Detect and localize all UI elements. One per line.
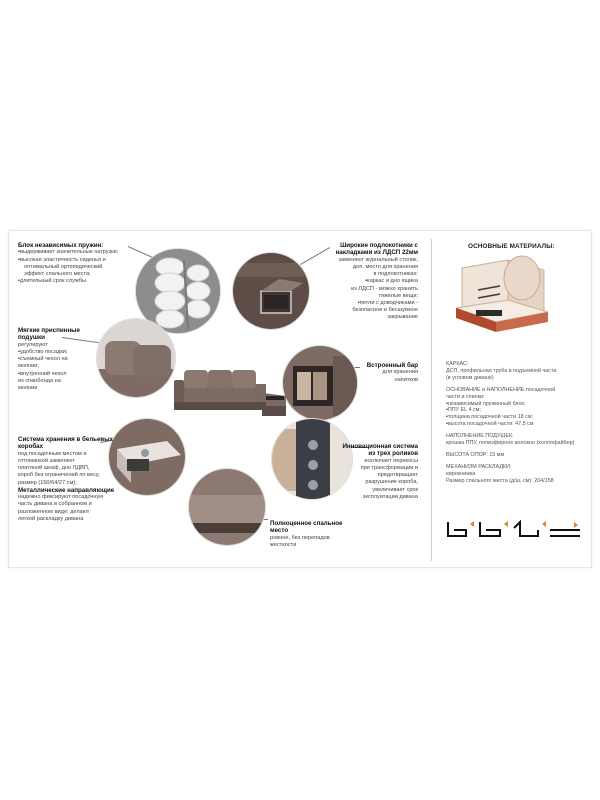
cushions-line: • удобство посадки; xyxy=(18,349,98,356)
frame-line: (в угловом диване) xyxy=(446,374,494,381)
pillows-label: НАПОЛНЕНИЕ ПОДУШЕК: xyxy=(446,433,514,440)
armrest-photo xyxy=(232,252,310,330)
armrest-line: • каркас и дно ящика xyxy=(318,278,418,285)
storage-line: размер (150/64/27 см); xyxy=(18,479,77,486)
materials-title: ОСНОВНЫЕ МАТЕРИАЛЫ: xyxy=(468,243,555,250)
pillows-line: крошка ППУ, полиэфирное волокно (холлофайбер) xyxy=(446,440,575,447)
springs-title: Блок независимых пружин: xyxy=(18,242,104,249)
storage-title: Система хранения в бельевых коробах xyxy=(18,436,113,451)
sleeping-text xyxy=(270,520,354,549)
springs-bullet: • высокая эластичность сиденья и xyxy=(18,257,136,264)
armrest-line: • петли с доводчиками - xyxy=(318,300,418,307)
base-label: ОСНОВАНИЕ и НАПОЛНЕНИЕ посадочной xyxy=(446,386,556,393)
bar-title: Встроенный бар xyxy=(366,362,418,369)
legs-label: ВЫСОТА ОПОР: 15 мм xyxy=(446,451,505,458)
cushions-line: регулируют xyxy=(18,341,48,348)
storage-line: короб без ограничений по весу, xyxy=(18,472,100,479)
springs-bullet: • выдерживает значительные нагрузки; xyxy=(18,249,136,256)
rollers-title: Инновационная система из трех роликов xyxy=(342,443,418,458)
base-bullet: • высота посадочной части: 47,5 см xyxy=(446,421,586,428)
guides-line: разложенном виде; делают xyxy=(18,508,90,515)
springs-line: эффект спального места; xyxy=(24,271,91,278)
base-bullet: • ППУ EL 4 см; xyxy=(446,407,586,414)
cushions-line: из спанбонда на xyxy=(18,377,61,384)
cushions-line: молнии xyxy=(18,385,38,392)
frame-line: ДСП, профильная труба в подъемной части xyxy=(446,367,557,374)
armrest-line: заменяют журнальный столик, xyxy=(338,256,418,263)
armrest-title: Широкие подлокотники с накладками из ЛДСП 22мм xyxy=(335,242,418,257)
armrest-line: безопасное и бесшумное xyxy=(352,307,418,314)
rollers-text xyxy=(340,443,418,501)
rollers-line: эксплуатации дивана xyxy=(362,493,418,500)
guides-title: Металлические направляющие xyxy=(18,486,115,494)
guides-line: легкой раскладку дивана xyxy=(18,515,84,522)
sleeping-photo xyxy=(188,468,266,546)
storage-line: платяной шкаф, дно ЛДВП, xyxy=(18,465,90,472)
rollers-line: разрушение короба, xyxy=(365,479,418,486)
sleeping-line: жесткости xyxy=(270,542,297,549)
bar-line: для хранения xyxy=(382,369,418,376)
materials-text xyxy=(446,361,586,485)
storage-line: оттоманкой заменяют xyxy=(18,458,75,465)
rollers-line: увеличивает срок xyxy=(372,486,418,493)
armrest-line: доп. место для хранения xyxy=(352,264,418,271)
mechanism-line: еврокнижка xyxy=(446,470,476,477)
base-bullet: • независимый пружинный блок; xyxy=(446,401,586,408)
bar-line: напитков xyxy=(394,376,418,383)
base-label-2: части и спинки: xyxy=(446,393,485,400)
armrest-text xyxy=(318,242,418,322)
cutaway-diagram xyxy=(448,250,558,336)
springs-text xyxy=(18,242,136,285)
sleeping-title: Полноценное спальное место xyxy=(270,520,343,535)
base-bullet: • толщина посадочной части 18 см; xyxy=(446,414,586,421)
cushions-line: молнии; xyxy=(18,363,39,370)
armrest-line: из ЛДСП - можно хранить xyxy=(351,285,418,292)
cushions-line: • съемный чехол на xyxy=(18,356,98,363)
rollers-line: исключает перекосы xyxy=(364,457,418,464)
storage-line: под посадочным местом и xyxy=(18,450,87,457)
sofa-photo xyxy=(170,362,290,424)
mechanism-line: Размер спального места (д/ш, см): 204/158 xyxy=(446,477,554,484)
bar-text xyxy=(358,362,418,384)
rollers-line: при трансформации и xyxy=(360,465,418,472)
sleeping-line: ровное, без перепадов xyxy=(270,534,330,541)
springs-bullet: • длительный срок службы xyxy=(18,278,136,285)
mechanism-label: МЕХАНИЗМ РАСКЛАДКИ: xyxy=(446,463,512,470)
column-divider xyxy=(431,239,432,561)
guides-line: надежно фиксируют посадочную xyxy=(18,494,104,501)
armrest-line: в подлокотниках: xyxy=(373,271,418,278)
armrest-line: тяжелые вещи; xyxy=(378,292,418,299)
cushions-text xyxy=(18,327,98,392)
storage-text xyxy=(18,436,128,523)
cushions-photo xyxy=(96,318,176,398)
rollers-line: предотвращает xyxy=(377,472,418,479)
armrest-line: закрывание xyxy=(387,314,418,321)
springs-line: оптимальный ортопедический xyxy=(24,263,103,270)
mechanism-steps xyxy=(446,518,584,540)
guides-line: часть дивана в собранном и xyxy=(18,501,92,508)
frame-label: КАРКАС: xyxy=(446,361,469,367)
bar-photo xyxy=(282,345,358,421)
cushions-line: • внутренний чехол xyxy=(18,371,98,378)
cushions-title: Мягкие приспинные подушки xyxy=(18,327,80,342)
